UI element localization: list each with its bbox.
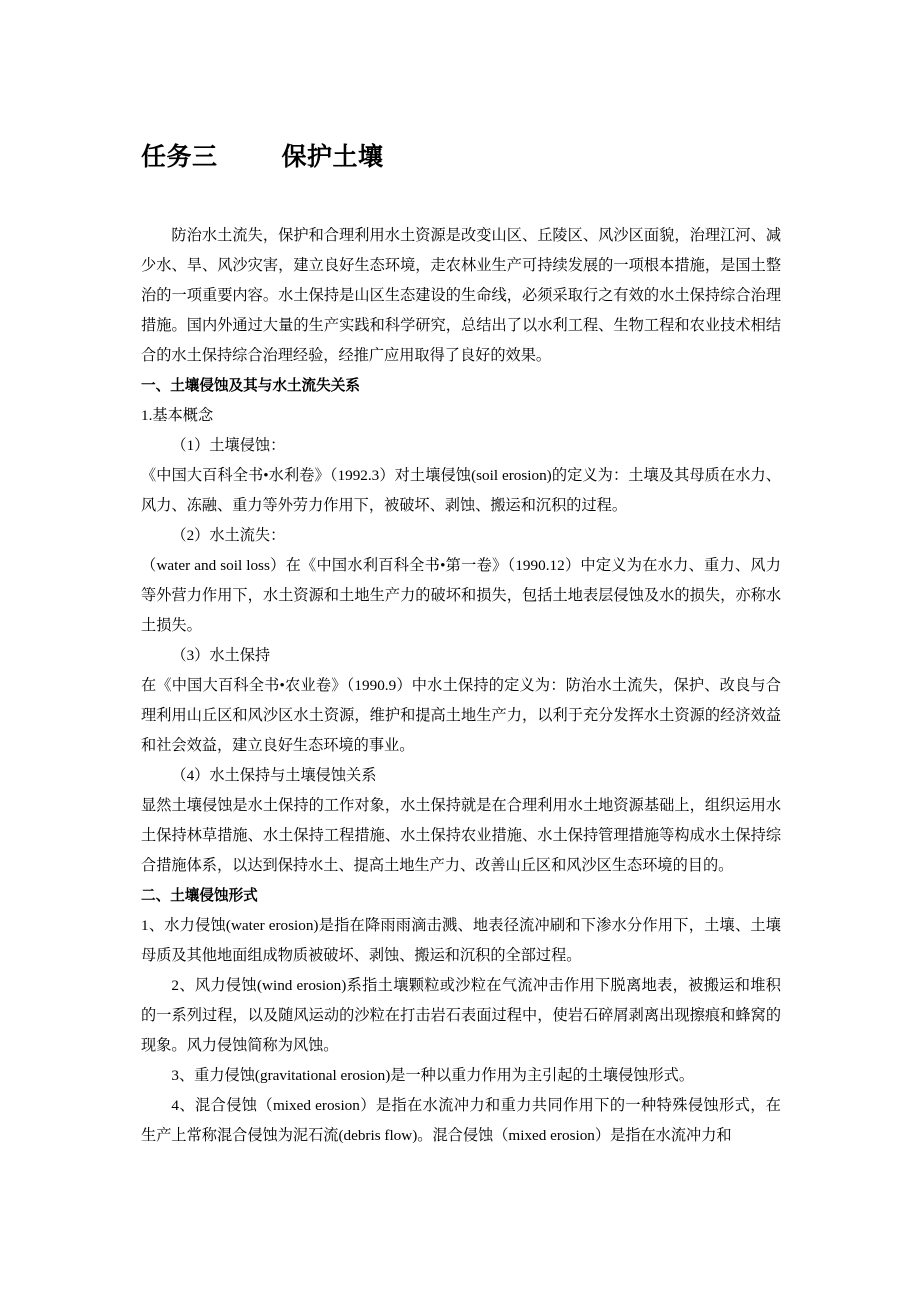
concept-text-soil-conservation: 在《中国大百科全书•农业卷》（1990.9）中水土保持的定义为：防治水土流失，保护、改良与合理利用山丘区和风沙区水土资源，维护和提高土地生产力，以利于充分发挥水土资源的经济效益和社会效益，建立良好生态环境的事业。 [141, 677, 781, 754]
intro-paragraph: 防治水土流失，保护和合理利用水土资源是改变山区、丘陵区、风沙区面貌，治理江河、减少水、旱、风沙灾害，建立良好生态环境，走农林业生产可持续发展的一项根本措施，是国土整治的一项重要内容。水土保持是山区生态建设的生命线，必须采取行之有效的水土保持综合治理措施。国内外通过大量的生产实践和科学研究，总结出了以水利工程、生物工程和农业技术相结合的水土保持综合治理经验，经推广应用取得了良好的效果。 [141, 227, 781, 364]
page-title [141, 141, 384, 173]
section-heading-2: 二、土壤侵蚀形式 [141, 888, 258, 904]
concept-text-water-soil-loss: （water and soil loss）在《中国水利百科全书•第一卷》（1990.12）中定义为在水力、重力、风力等外营力作用下，水土资源和土地生产力的破坏和损失，包括土地表层侵蚀及水的损失，亦称水土损失。 [141, 557, 781, 634]
erosion-form-wind: 2、风力侵蚀(wind erosion)系指土壤颗粒或沙粒在气流冲击作用下脱离地表，被搬运和堆积的一系列过程，以及随风运动的沙粒在打击岩石表面过程中，使岩石碎屑剥离出现擦痕和蜂窝的现象。风力侵蚀简称为风蚀。 [141, 977, 781, 1054]
concept-text-relationship: 显然土壤侵蚀是水土保持的工作对象，水土保持就是在合理利用水土地资源基础上，组织运用水土保持林草措施、水土保持工程措施、水土保持农业措施、水土保持管理措施等构成水土保持综合措施体系，以达到保持水土、提高土地生产力、改善山丘区和风沙区生态环境的目的。 [141, 797, 781, 874]
concept-label-water-soil-loss: （2）水土流失： [171, 527, 286, 544]
section-heading-1: 一、土壤侵蚀及其与水土流失关系 [141, 378, 360, 394]
concept-label-soil-erosion: （1）土壤侵蚀： [171, 437, 286, 454]
erosion-form-gravitational: 3、重力侵蚀(gravitational erosion)是一种以重力作用为主引起的土壤侵蚀形式。 [171, 1067, 695, 1084]
title-task-number: 任务三 [141, 143, 218, 171]
title-topic: 保护土壤 [281, 143, 384, 171]
document-body [141, 221, 781, 1151]
erosion-form-mixed: 4、混合侵蚀（mixed erosion）是指在水流冲力和重力共同作用下的一种特殊侵蚀形式，在生产上常称混合侵蚀为泥石流(debris flow)。混合侵蚀（mixed erosion）是指在水流冲力和 [141, 1097, 781, 1144]
concept-label-soil-conservation: （3）水土保持 [171, 647, 271, 664]
subsection-heading-basic-concepts: 1.基本概念 [141, 407, 214, 424]
concept-label-relationship: （4）水土保持与土壤侵蚀关系 [171, 767, 377, 784]
concept-text-soil-erosion: 《中国大百科全书•水利卷》（1992.3）对土壤侵蚀(soil erosion)的定义为：土壤及其母质在水力、风力、冻融、重力等外劳力作用下，被破坏、剥蚀、搬运和沉积的过程。 [141, 467, 781, 514]
erosion-form-water: 1、水力侵蚀(water erosion)是指在降雨雨滴击溅、地表径流冲刷和下渗水分作用下，土壤、土壤母质及其他地面组成物质被破坏、剥蚀、搬运和沉积的全部过程。 [141, 917, 781, 964]
